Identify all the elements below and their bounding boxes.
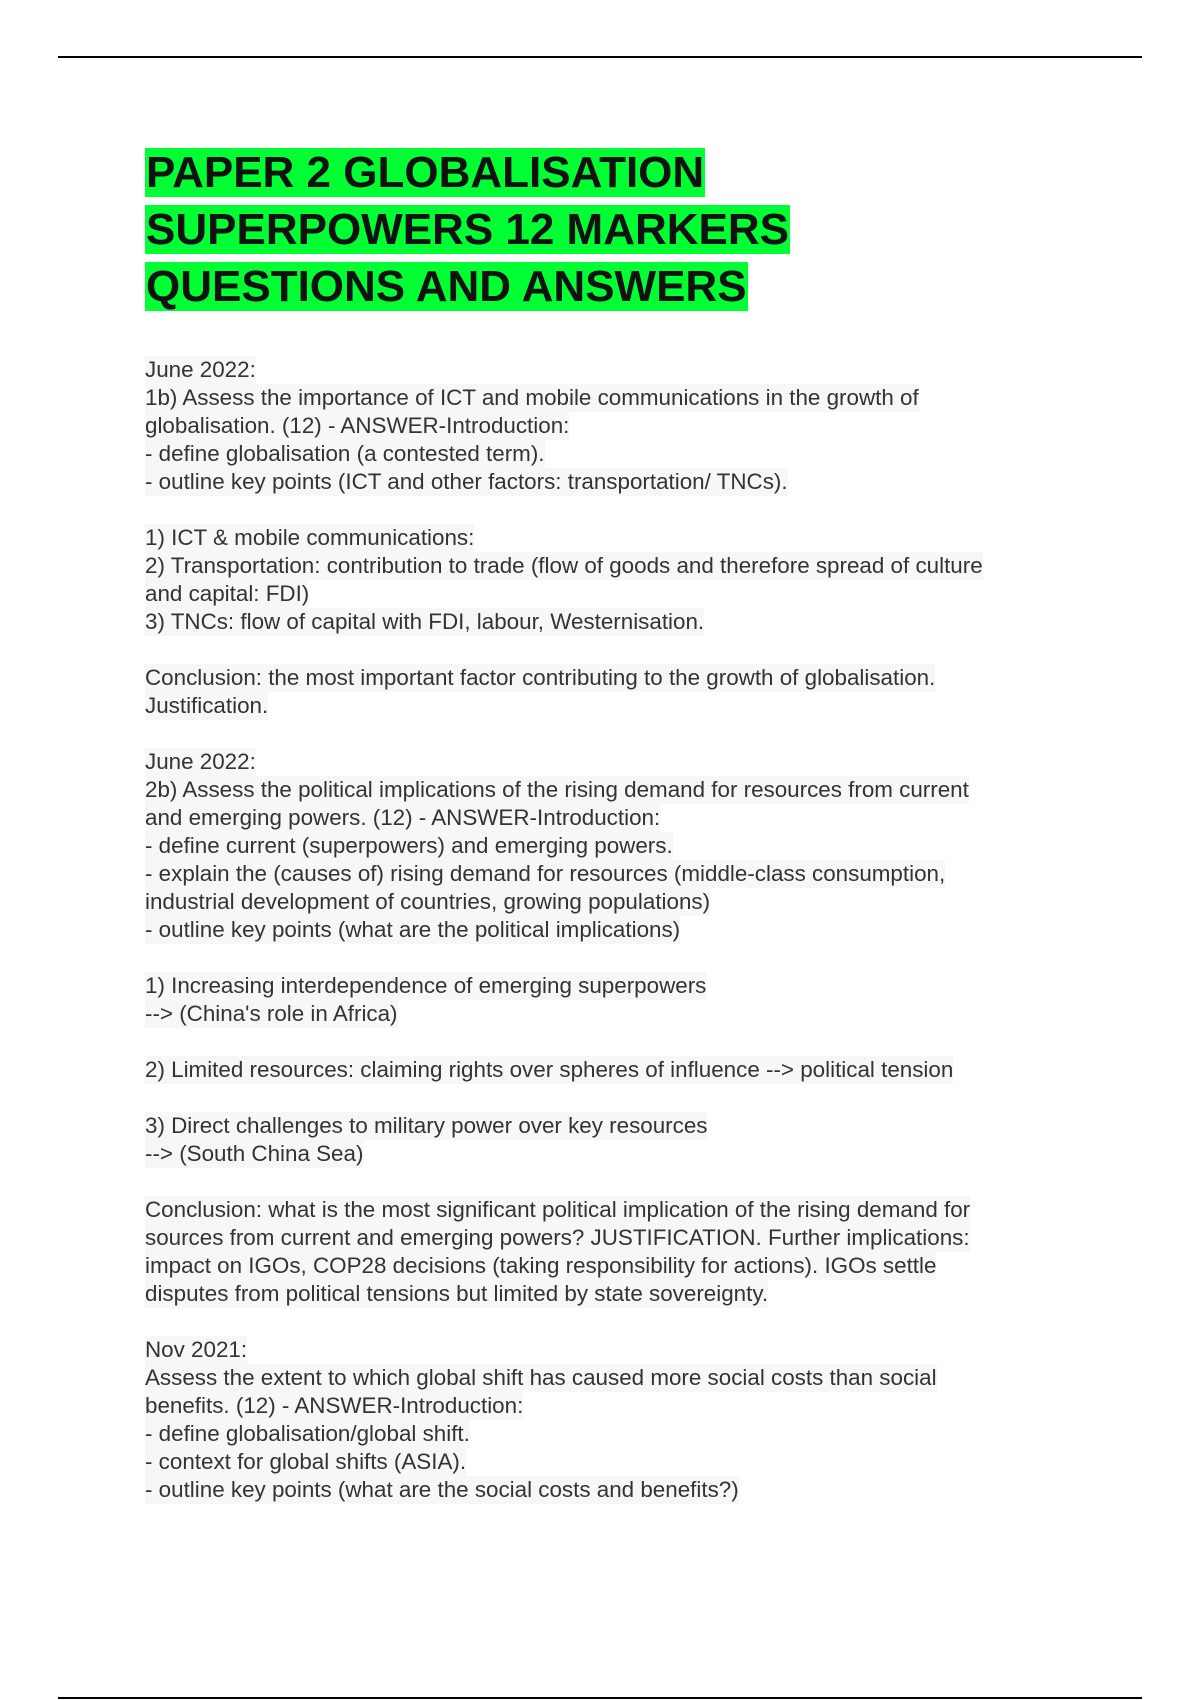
conclusion-text: Conclusion: what is the most significant political implication of the rising demand for: [145, 1197, 971, 1222]
question-text: Assess the extent to which global shift has caused more social costs than social: [145, 1365, 937, 1390]
title-line: QUESTIONS AND ANSWERS: [146, 262, 747, 311]
section-date: June 2022:: [145, 357, 256, 382]
document-body: [145, 356, 1075, 1532]
question-text: 2b) Assess the political implications of the rising demand for resources from current: [145, 777, 969, 802]
document-title: [145, 144, 1045, 315]
answer-point: --> (China's role in Africa): [145, 1001, 398, 1026]
answer-point: - outline key points (what are the social costs and benefits?): [145, 1477, 739, 1502]
section-q2b-conclusion: [145, 1196, 1075, 1308]
section-june-2022-q1b-intro: [145, 356, 1075, 496]
answer-point: - define globalisation/global shift.: [145, 1421, 470, 1446]
answer-point: 3) TNCs: flow of capital with FDI, labour, Westernisation.: [145, 609, 705, 634]
question-text: benefits. (12) - ANSWER-Introduction:: [145, 1393, 524, 1418]
question-text: globalisation. (12) - ANSWER-Introduction:: [145, 413, 570, 438]
section-date: June 2022:: [145, 749, 256, 774]
section-q2b-point-1: [145, 972, 1075, 1028]
conclusion-text: Conclusion: the most important factor contributing to the growth of globalisation.: [145, 665, 936, 690]
answer-point: --> (South China Sea): [145, 1141, 364, 1166]
bottom-rule: [58, 1697, 1142, 1699]
answer-point: 1) ICT & mobile communications:: [145, 525, 475, 550]
answer-point: - explain the (causes of) rising demand for resources (middle-class consumption,: [145, 861, 946, 886]
answer-point: 3) Direct challenges to military power over key resources: [145, 1113, 708, 1138]
section-nov-2021-intro: [145, 1336, 1075, 1504]
section-q2b-point-2: [145, 1056, 1075, 1084]
answer-point: 1) Increasing interdependence of emerging superpowers: [145, 973, 707, 998]
answer-point: industrial development of countries, growing populations): [145, 889, 711, 914]
answer-point: - outline key points (what are the political implications): [145, 917, 681, 942]
conclusion-text: disputes from political tensions but limited by state sovereignty.: [145, 1281, 769, 1306]
answer-point: 2) Transportation: contribution to trade (flow of goods and therefore spread of culture: [145, 553, 983, 578]
top-rule: [58, 56, 1142, 58]
answer-point: - context for global shifts (ASIA).: [145, 1449, 467, 1474]
question-text: and emerging powers. (12) - ANSWER-Introduction:: [145, 805, 661, 830]
conclusion-text: Justification.: [145, 693, 269, 718]
conclusion-text: sources from current and emerging powers? JUSTIFICATION. Further implications:: [145, 1225, 970, 1250]
section-date: Nov 2021:: [145, 1337, 248, 1362]
conclusion-text: impact on IGOs, COP28 decisions (taking responsibility for actions). IGOs settle: [145, 1253, 937, 1278]
title-line: SUPERPOWERS 12 MARKERS: [146, 205, 790, 254]
answer-point: - define current (superpowers) and emerging powers.: [145, 833, 673, 858]
answer-point: and capital: FDI): [145, 581, 310, 606]
answer-point: - outline key points (ICT and other factors: transportation/ TNCs).: [145, 469, 788, 494]
section-q1b-conclusion: [145, 664, 1075, 720]
answer-point: 2) Limited resources: claiming rights over spheres of influence --> political tension: [145, 1057, 954, 1082]
title-line: PAPER 2 GLOBALISATION: [146, 148, 705, 197]
question-text: 1b) Assess the importance of ICT and mobile communications in the growth of: [145, 385, 919, 410]
section-q2b-point-3: [145, 1112, 1075, 1168]
section-q1b-key-points: [145, 524, 1075, 636]
section-june-2022-q2b-intro: [145, 748, 1075, 944]
answer-point: - define globalisation (a contested term).: [145, 441, 545, 466]
